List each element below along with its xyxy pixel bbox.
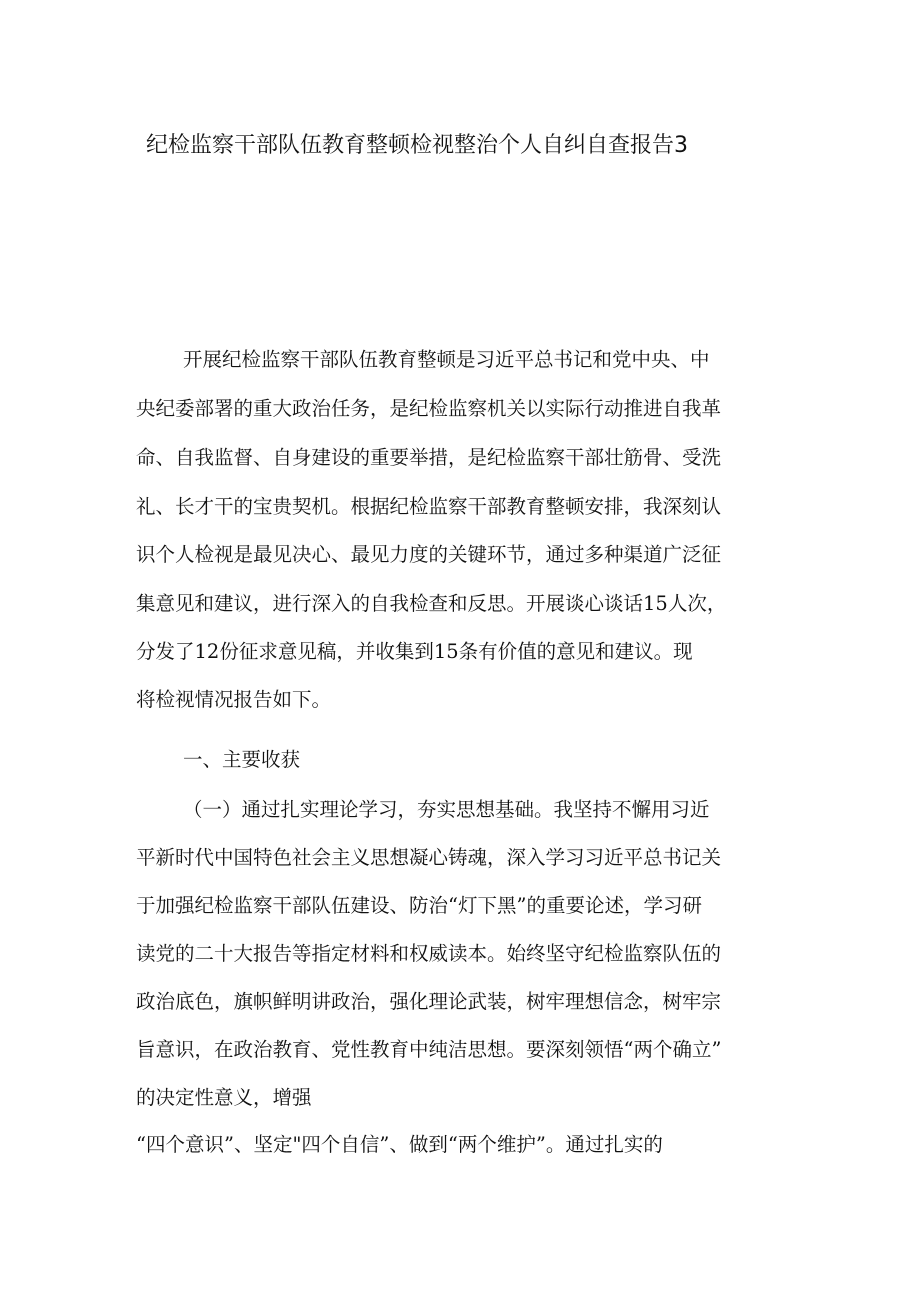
paragraph-line: “四个意识”、坚定"四个自信”、做到“两个维护”。通过扎实的 xyxy=(136,1133,663,1156)
paragraph-line: 旨意识，在政治教育、党性教育中纯洁思想。要深刻领悟“两个确立” xyxy=(136,1038,722,1061)
paragraph-line: 政治底色，旗帜鲜明讲政治，强化理论武装，树牢理想信念，树牢宗 xyxy=(136,990,722,1013)
paragraph-line: 央纪委部署的重大政治任务，是纪检监察机关以实际行动推进自我革 xyxy=(136,397,722,420)
paragraph-line: 分发了12份征求意见稿，并收集到15条有价值的意见和建议。现 xyxy=(136,640,693,663)
paragraph-line: 识个人检视是最见决心、最见力度的关键环节，通过多种渠道广泛征 xyxy=(136,543,722,566)
paragraph-line: 的决定性意义，增强 xyxy=(136,1086,312,1109)
paragraph-line: 集意见和建议，进行深入的自我检查和反思。开展谈心谈话15人次， xyxy=(136,592,727,615)
paragraph-line: 读党的二十大报告等指定材料和权威读本。始终坚守纪检监察队伍的 xyxy=(136,942,722,965)
paragraph-line: 将检视情况报告如下。 xyxy=(136,688,332,711)
paragraph-line: 开展纪检监察干部队伍教育整顿是习近平总书记和党中央、中 xyxy=(183,348,710,371)
paragraph-line: 平新时代中国特色社会主义思想凝心铸魂，深入学习习近平总书记关 xyxy=(136,846,722,869)
paragraph-line: 于加强纪检监察干部队伍建设、防治“灯下黑”的重要论述，学习研 xyxy=(136,894,702,917)
paragraph-line: 礼、长才干的宝贵契机。根据纪检监察干部教育整顿安排，我深刻认 xyxy=(136,495,722,518)
paragraph-line: （一）通过扎实理论学习，夯实思想基础。我坚持不懈用习近 xyxy=(183,798,710,821)
paragraph-line: 命、自我监督、自身建设的重要举措，是纪检监察干部壮筋骨、受洗 xyxy=(136,446,722,469)
section-heading: 一、主要收获 xyxy=(183,748,301,771)
document-title: 纪检监察干部队伍教育整顿检视整治个人自纠自查报告3 xyxy=(146,133,688,158)
